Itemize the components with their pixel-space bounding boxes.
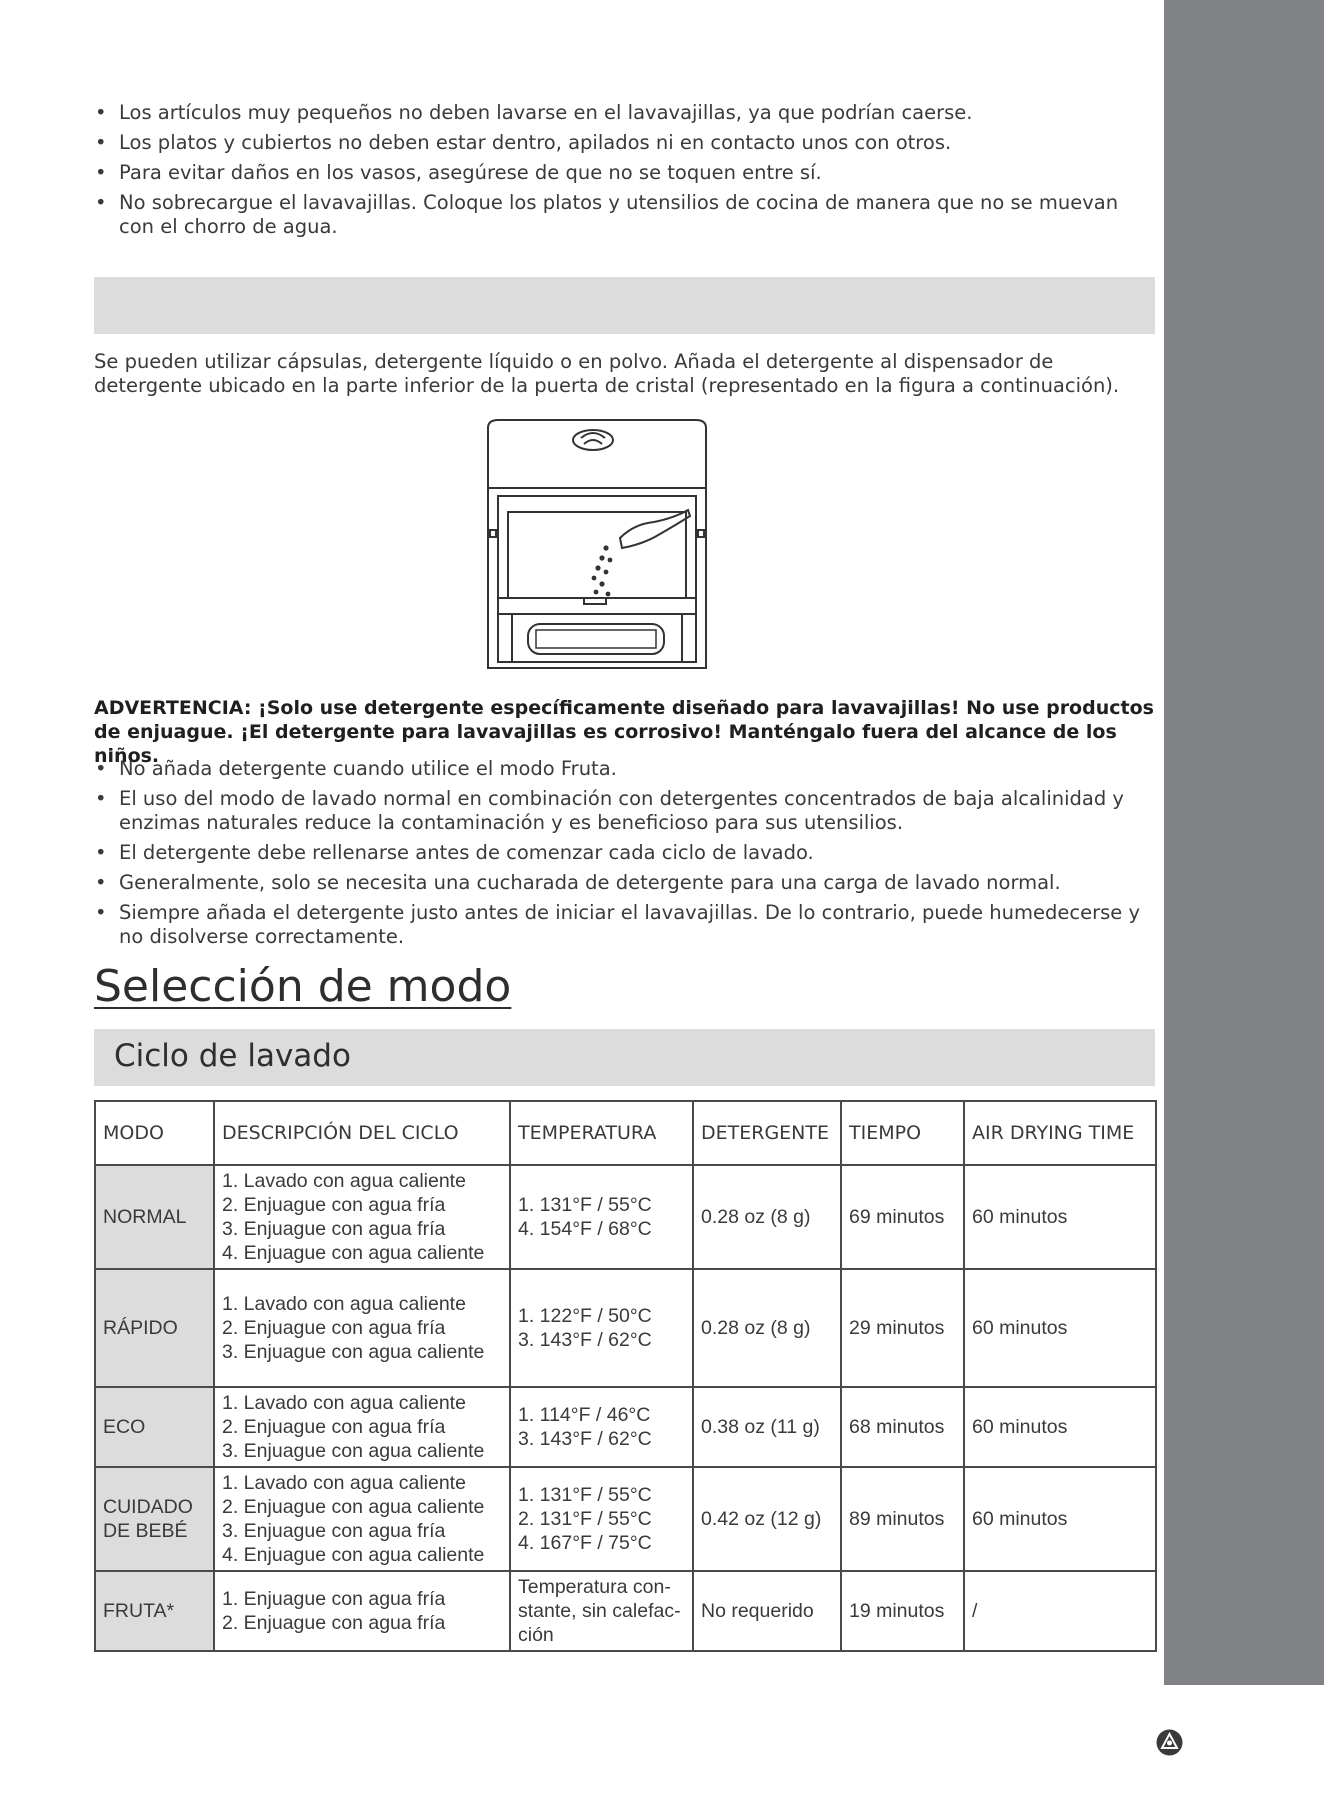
list-item: • No añada detergente cuando utilice el modo Fruta. <box>94 757 1154 781</box>
description-line: 2. Enjuague con agua fría <box>222 1416 446 1438</box>
mode-label: ECO <box>103 1416 146 1438</box>
top-bullet-list <box>94 101 1154 239</box>
warning-text: ADVERTENCIA: ¡Solo use detergente específicamente diseñado para lavavajillas! No use productos de enjuague. ¡El detergente para lavavajillas es corrosivo! Manténgalo fuera del alcance de los niños. <box>94 697 1154 767</box>
table-header-row <box>95 1101 1156 1165</box>
description-line: 1. Lavado con agua caliente <box>222 1392 466 1414</box>
description-cell <box>214 1269 510 1387</box>
description-line: 3. Enjuague con agua fría <box>222 1218 446 1240</box>
header-air-drying: AIR DRYING TIME <box>964 1101 1156 1165</box>
temperature-cell <box>510 1387 693 1467</box>
list-item: • El uso del modo de lavado normal en combinación con detergentes concentrados de baja alcalinidad y enzimas naturales reduce la contaminación y es beneficioso para sus utensilios. <box>94 787 1154 835</box>
description-line: 2. Enjuague con agua fría <box>222 1194 446 1216</box>
time-cell: 68 minutos <box>841 1387 964 1467</box>
description-line: 3. Enjuague con agua caliente <box>222 1341 485 1363</box>
temperature-line: Temperatura con- <box>518 1576 671 1598</box>
temperature-line: 1. 131°F / 55°C <box>518 1484 652 1506</box>
side-tab-bar <box>1164 0 1324 1685</box>
mode-label: NORMAL <box>103 1206 187 1228</box>
air-drying-cell: 60 minutos <box>964 1165 1156 1269</box>
table-row <box>95 1269 1156 1387</box>
temperature-line: ción <box>518 1624 554 1646</box>
brand-logo-icon <box>1156 1729 1183 1756</box>
mode-label: FRUTA* <box>103 1600 175 1622</box>
list-item: • Los platos y cubiertos no deben estar dentro, apilados ni en contacto unos con otros. <box>94 131 1154 155</box>
mode-cell <box>95 1269 214 1387</box>
list-item: • Los artículos muy pequeños no deben lavarse en el lavavajillas, ya que podrían caerse. <box>94 101 1154 125</box>
description-line: 1. Enjuague con agua fría <box>222 1588 446 1610</box>
detergent-cell: No requerido <box>693 1571 841 1651</box>
detergent-cell: 0.28 oz (8 g) <box>693 1269 841 1387</box>
mode-cell <box>95 1571 214 1651</box>
list-item: • El detergente debe rellenarse antes de comenzar cada ciclo de lavado. <box>94 841 1154 865</box>
header-detergent: DETERGENTE <box>693 1101 841 1165</box>
time-cell: 69 minutos <box>841 1165 964 1269</box>
description-cell <box>214 1571 510 1651</box>
table-row <box>95 1571 1156 1651</box>
list-item: • Siempre añada el detergente justo antes de iniciar el lavavajillas. De lo contrario, puede humedecerse y no disolverse correctamente. <box>94 901 1154 949</box>
description-cell <box>214 1387 510 1467</box>
detergent-bullet-list-wrap <box>94 757 1154 955</box>
mode-label: DE BEBÉ <box>103 1520 188 1542</box>
wash-cycle-table <box>94 1100 1157 1652</box>
temperature-line: stante, sin calefac- <box>518 1600 681 1622</box>
temperature-line: 2. 131°F / 55°C <box>518 1508 652 1530</box>
table-row <box>95 1387 1156 1467</box>
mode-label: RÁPIDO <box>103 1317 178 1339</box>
temperature-cell <box>510 1571 693 1651</box>
description-line: 3. Enjuague con agua caliente <box>222 1440 485 1462</box>
air-drying-cell: 60 minutos <box>964 1269 1156 1387</box>
temperature-line: 3. 143°F / 62°C <box>518 1329 652 1351</box>
description-line: 4. Enjuague con agua caliente <box>222 1242 485 1264</box>
header-description: DESCRIPCIÓN DEL CICLO <box>214 1101 510 1165</box>
intro-paragraph: Se pueden utilizar cápsulas, detergente líquido o en polvo. Añada el detergente al dispensador de detergente ubicado en la parte inferior de la puerta de cristal (representado en la figura a continuación). <box>94 350 1120 397</box>
temperature-cell <box>510 1165 693 1269</box>
mode-cell <box>95 1387 214 1467</box>
description-cell <box>214 1165 510 1269</box>
subsection-title: Ciclo de lavado <box>114 1038 351 1074</box>
table-row <box>95 1165 1156 1269</box>
list-item: • Para evitar daños en los vasos, asegúrese de que no se toquen entre sí. <box>94 161 1154 185</box>
description-line: 1. Lavado con agua caliente <box>222 1472 466 1494</box>
air-drying-cell: / <box>964 1571 1156 1651</box>
temperature-line: 4. 167°F / 75°C <box>518 1532 652 1554</box>
mode-cell <box>95 1467 214 1571</box>
detergent-dispenser-illustration <box>484 418 710 674</box>
description-line: 2. Enjuague con agua caliente <box>222 1496 485 1518</box>
detergent-cell: 0.28 oz (8 g) <box>693 1165 841 1269</box>
temperature-cell <box>510 1269 693 1387</box>
header-time: TIEMPO <box>841 1101 964 1165</box>
time-cell: 29 minutos <box>841 1269 964 1387</box>
list-item: • Generalmente, solo se necesita una cucharada de detergente para una carga de lavado normal. <box>94 871 1154 895</box>
description-cell <box>214 1467 510 1571</box>
description-line: 2. Enjuague con agua fría <box>222 1317 446 1339</box>
top-bullet-list-wrap <box>94 101 1154 245</box>
temperature-cell <box>510 1467 693 1571</box>
mode-label: CUIDADO <box>103 1496 193 1518</box>
time-cell: 19 minutos <box>841 1571 964 1651</box>
temperature-line: 3. 143°F / 62°C <box>518 1428 652 1450</box>
detergent-section-bar <box>94 277 1155 334</box>
section-title: Selección de modo <box>94 961 512 1012</box>
temperature-line: 4. 154°F / 68°C <box>518 1218 652 1240</box>
header-temperature: TEMPERATURA <box>510 1101 693 1165</box>
temperature-line: 1. 114°F / 46°C <box>518 1404 651 1426</box>
table-row <box>95 1467 1156 1571</box>
air-drying-cell: 60 minutos <box>964 1387 1156 1467</box>
time-cell: 89 minutos <box>841 1467 964 1571</box>
mode-cell <box>95 1165 214 1269</box>
detergent-bullet-list <box>94 757 1154 949</box>
description-line: 4. Enjuague con agua caliente <box>222 1544 485 1566</box>
header-mode: MODO <box>95 1101 214 1165</box>
air-drying-cell: 60 minutos <box>964 1467 1156 1571</box>
detergent-cell: 0.42 oz (12 g) <box>693 1467 841 1571</box>
temperature-line: 1. 122°F / 50°C <box>518 1305 652 1327</box>
description-line: 1. Lavado con agua caliente <box>222 1170 466 1192</box>
temperature-line: 1. 131°F / 55°C <box>518 1194 652 1216</box>
description-line: 1. Lavado con agua caliente <box>222 1293 466 1315</box>
description-line: 2. Enjuague con agua fría <box>222 1612 446 1634</box>
detergent-cell: 0.38 oz (11 g) <box>693 1387 841 1467</box>
description-line: 3. Enjuague con agua fría <box>222 1520 446 1542</box>
list-item: • No sobrecargue el lavavajillas. Coloque los platos y utensilios de cocina de manera que no se muevan con el chorro de agua. <box>94 191 1154 239</box>
